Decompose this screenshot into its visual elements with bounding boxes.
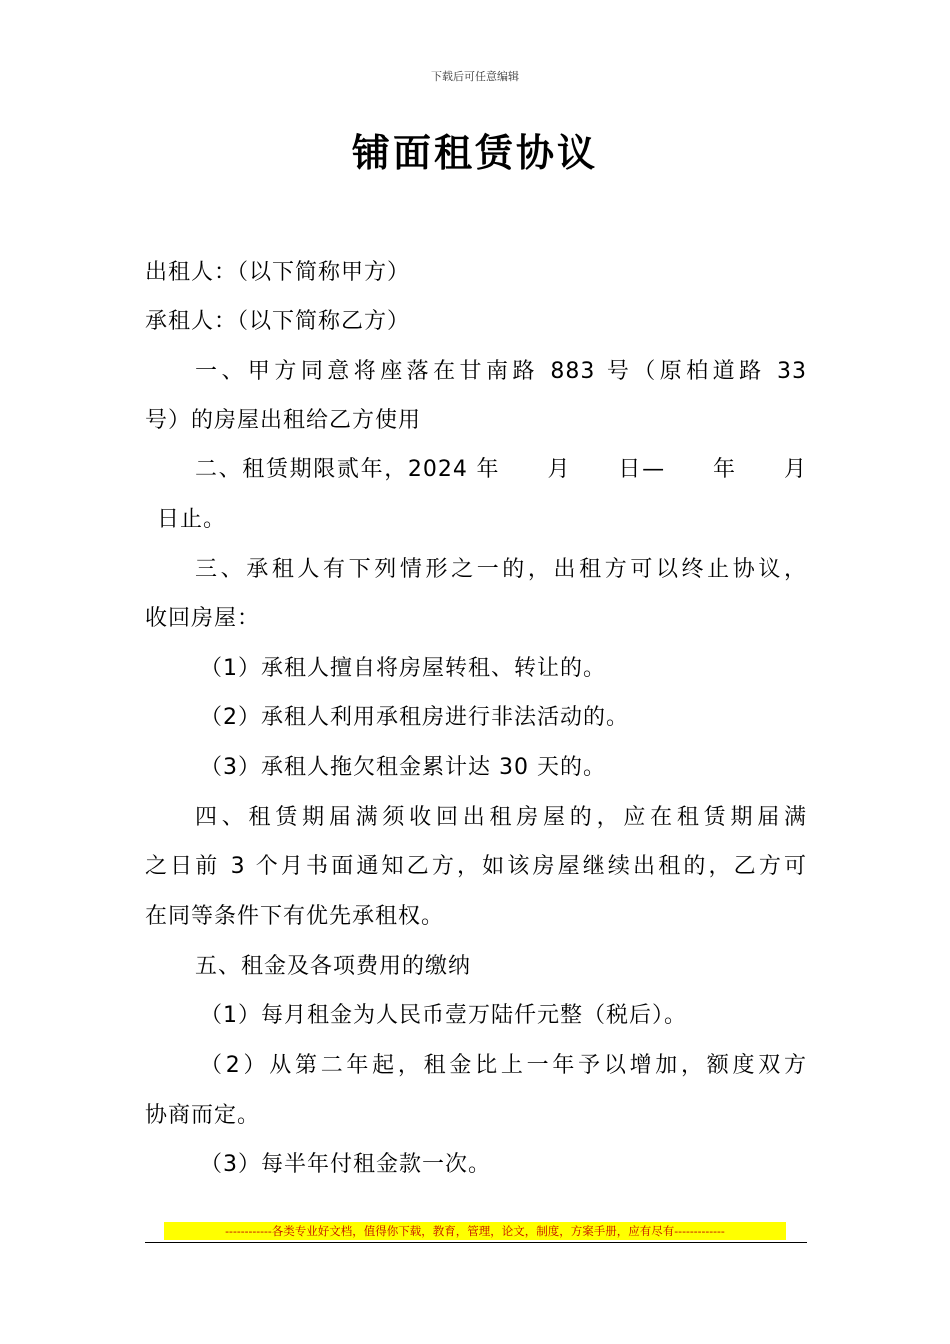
clause-3-item-2: （2）承租人利用承租房进行非法活动的。	[200, 705, 629, 730]
clause-3-line-2: 收回房屋：	[145, 606, 261, 631]
clause-1-line-1: 一、甲方同意将座落在甘南路 883 号（原柏道路 33	[195, 359, 807, 384]
clause-4-line-3: 在同等条件下有优先承租权。	[145, 904, 445, 929]
clause-4-line-2: 之日前 3 个月书面通知乙方，如该房屋继续出租的，乙方可	[145, 854, 807, 879]
footer-divider	[145, 1242, 807, 1243]
clause-5-item-2-line-2: 协商而定。	[145, 1103, 261, 1128]
clause-4-line-1: 四、租赁期届满须收回出租房屋的，应在租赁期届满	[195, 805, 807, 830]
clause-5-item-1: （1）每月租金为人民币壹万陆仟元整（税后）。	[200, 1003, 687, 1028]
lessee-line: 承租人：（以下简称乙方）	[145, 309, 411, 334]
document-title: 铺面租赁协议	[351, 130, 598, 175]
clause-3-item-1: （1）承租人擅自将房屋转租、转让的。	[200, 656, 606, 681]
header-note: 下载后可任意编辑	[431, 70, 519, 83]
clause-5-heading: 五、租金及各项费用的缴纳	[195, 954, 472, 979]
clause-1-line-2: 号）的房屋出租给乙方使用	[145, 408, 422, 433]
clause-3-item-3: （3）承租人拖欠租金累计达 30 天的。	[200, 755, 606, 780]
clause-5-item-2-line-1: （2）从第二年起，租金比上一年予以增加，额度双方	[200, 1053, 807, 1078]
clause-2-line-2: 日止。	[157, 507, 227, 532]
clause-5-item-3: （3）每半年付租金款一次。	[200, 1152, 491, 1177]
lessor-line: 出租人：（以下简称甲方）	[145, 260, 411, 285]
clause-3-line-1: 三、承租人有下列情形之一的，出租方可以终止协议，	[195, 557, 807, 582]
footer-banner: ------------各类专业好文档，值得你下载，教育，管理，论文，制度，方案手册，应有尽有-------------	[164, 1222, 786, 1240]
clause-2-line-1: 二、租赁期限贰年，2024 年 月 日— 年 月	[195, 457, 807, 482]
